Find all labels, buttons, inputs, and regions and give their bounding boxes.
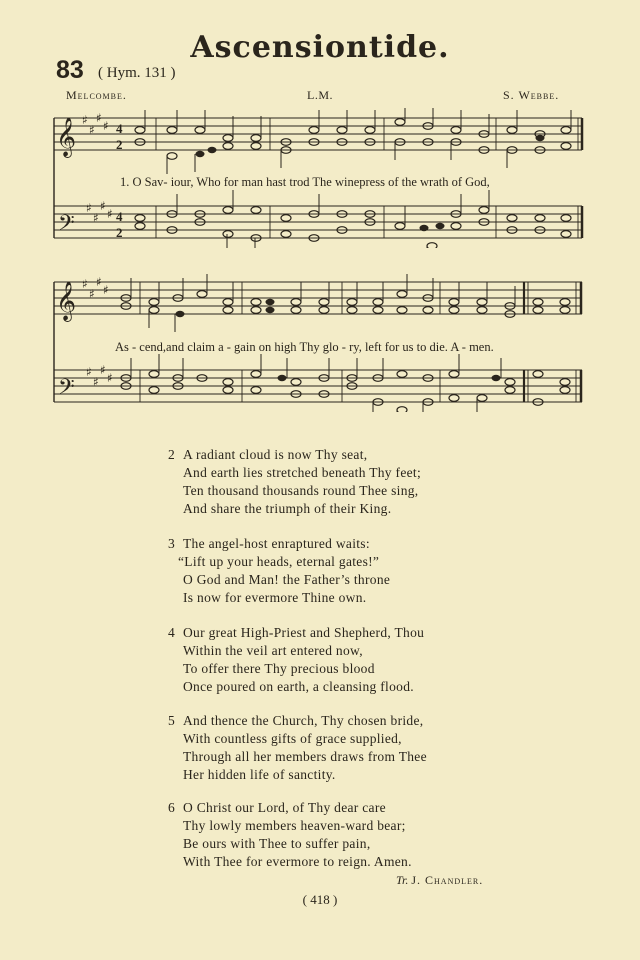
verse-line: 3 The angel-host enraptured waits: bbox=[168, 536, 370, 551]
svg-text:♯: ♯ bbox=[93, 375, 99, 389]
svg-text:♯: ♯ bbox=[107, 207, 113, 221]
svg-text:♯: ♯ bbox=[86, 201, 92, 215]
verse-6 bbox=[168, 799, 412, 871]
section-title: Ascensiontide. bbox=[190, 30, 450, 65]
hymn-reference: ( Hym. 131 ) bbox=[98, 65, 176, 81]
page-number: ( 418 ) bbox=[302, 892, 338, 907]
verse-line: 6 O Christ our Lord, of Thy dear care bbox=[168, 800, 386, 815]
verse-line: And earth lies stretched beneath Thy feet; bbox=[183, 465, 422, 480]
verse-line: “Lift up your heads, eternal gates!” bbox=[178, 554, 380, 569]
svg-text:4: 4 bbox=[116, 209, 123, 224]
verse-line: Through all her members draws from Thee bbox=[183, 749, 427, 764]
verse-line: With countless gifts of grace supplied, bbox=[183, 731, 402, 746]
verse-line: Her hidden life of sanctity. bbox=[183, 767, 336, 782]
svg-text:♯: ♯ bbox=[103, 283, 109, 297]
lyrics-line-1: 1. O Sav- iour, Who for man hast trod The winepress of the wrath of God, bbox=[120, 175, 490, 189]
verse-2 bbox=[168, 446, 421, 518]
svg-text:♯: ♯ bbox=[103, 119, 109, 133]
hymn-number: 83 bbox=[56, 56, 84, 84]
svg-text:𝄞: 𝄞 bbox=[56, 281, 77, 321]
svg-text:𝄢: 𝄢 bbox=[58, 375, 75, 405]
verse-line: Ten thousand thousands round Thee sing, bbox=[183, 483, 419, 498]
composer: S. Webbe. bbox=[503, 88, 560, 102]
verse-line: Within the veil art entered now, bbox=[183, 643, 363, 658]
svg-text:𝄢: 𝄢 bbox=[58, 211, 75, 241]
verse-5 bbox=[168, 712, 427, 784]
svg-text:2: 2 bbox=[116, 225, 123, 240]
svg-text:♯: ♯ bbox=[82, 277, 88, 291]
svg-text:♯: ♯ bbox=[100, 199, 106, 213]
lyrics-line-2: As - cend,and claim a - gain on high Thy glo - ry, left for us to die. A - men. bbox=[115, 340, 494, 354]
verse-line: To offer there Thy precious blood bbox=[183, 661, 375, 676]
verse-4 bbox=[168, 624, 424, 696]
svg-text:♯: ♯ bbox=[89, 287, 95, 301]
svg-text:♯: ♯ bbox=[93, 211, 99, 225]
meter: L.M. bbox=[307, 88, 333, 102]
svg-text:♯: ♯ bbox=[107, 371, 113, 385]
svg-text:4: 4 bbox=[116, 121, 123, 136]
svg-text:𝄞: 𝄞 bbox=[56, 117, 77, 157]
verse-line: With Thee for evermore to reign. Amen. bbox=[183, 854, 412, 869]
verse-line: 5 And thence the Church, Thy chosen bride, bbox=[168, 713, 424, 728]
verse-line: Once poured on earth, a cleansing flood. bbox=[183, 679, 414, 694]
verse-3 bbox=[168, 535, 390, 607]
svg-text:♯: ♯ bbox=[86, 365, 92, 379]
svg-text:♯: ♯ bbox=[96, 111, 102, 125]
verse-line: 2 A radiant cloud is now Thy seat, bbox=[168, 447, 368, 462]
svg-text:2: 2 bbox=[116, 137, 123, 152]
svg-text:♯: ♯ bbox=[82, 113, 88, 127]
translator-prefix: Tr. bbox=[396, 873, 409, 887]
verse-line: 4 Our great High-Priest and Shepherd, Thou bbox=[168, 625, 425, 640]
verse-line: Is now for evermore Thine own. bbox=[183, 590, 367, 605]
svg-text:♯: ♯ bbox=[96, 275, 102, 289]
svg-text:♯: ♯ bbox=[100, 363, 106, 377]
verse-line: O God and Man! the Father’s throne bbox=[183, 572, 391, 587]
translator-name: J. Chandler. bbox=[411, 873, 484, 887]
verse-line: Thy lowly members heaven-ward bear; bbox=[183, 818, 406, 833]
translator-credit bbox=[396, 873, 483, 888]
tune-name: Melcombe. bbox=[66, 88, 127, 102]
svg-text:♯: ♯ bbox=[89, 123, 95, 137]
verse-line: Be ours with Thee to suffer pain, bbox=[183, 836, 371, 851]
verse-line: And share the triumph of their King. bbox=[183, 501, 392, 516]
